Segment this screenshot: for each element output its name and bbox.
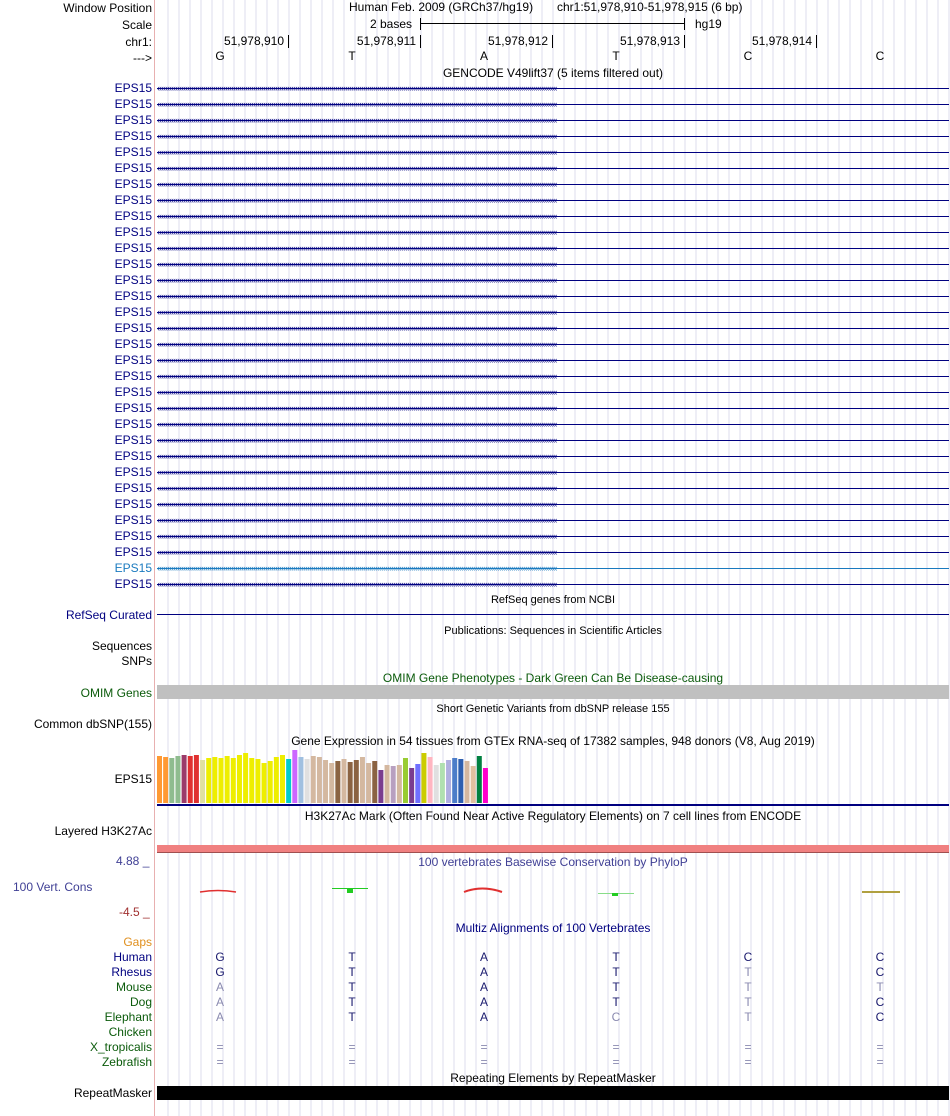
gtex-tissue-bar[interactable]	[188, 756, 193, 803]
gencode-transcript-row[interactable]	[0, 352, 950, 368]
strand-arrows: ‹‹‹‹‹‹‹‹‹‹‹‹‹‹‹‹‹‹‹‹‹‹‹‹‹‹‹‹‹‹‹‹‹‹‹‹‹‹‹‹‹‹‹‹‹‹‹‹‹‹‹‹‹‹‹‹‹‹‹‹‹‹‹‹‹‹‹‹‹‹‹‹‹‹‹‹‹‹‹‹‹‹‹‹‹‹‹‹‹‹‹‹‹‹‹‹‹‹‹‹‹‹‹‹‹‹‹‹‹‹‹‹‹‹‹‹‹‹‹‹‹‹‹‹‹‹‹‹‹‹‹‹‹‹‹‹‹‹‹‹‹‹‹‹‹‹‹‹‹‹‹‹‹‹‹‹‹‹‹‹‹‹‹‹‹‹‹‹‹‹‹‹‹‹‹‹‹‹‹‹‹‹‹‹‹‹‹‹‹‹‹‹‹‹‹‹‹‹‹‹	[157, 563, 557, 573]
aligned-base: C	[611, 1010, 621, 1024]
aligned-base: =	[876, 1055, 884, 1069]
aligned-base: T	[348, 965, 356, 979]
aligned-base: =	[876, 1040, 884, 1054]
gtex-tissue-bar[interactable]	[200, 760, 205, 803]
aligned-base: T	[348, 1010, 356, 1024]
gtex-tissue-bar[interactable]	[342, 759, 347, 803]
transcript-gene-label[interactable]: EPS15	[114, 97, 152, 111]
gtex-tissue-bar[interactable]	[471, 766, 476, 803]
aligned-base: T	[348, 980, 356, 994]
gtex-tissue-bar[interactable]	[323, 760, 328, 803]
transcript-gene-label[interactable]: EPS15	[114, 273, 152, 287]
gencode-transcript-row[interactable]	[0, 240, 950, 256]
gencode-transcript-row[interactable]	[0, 464, 950, 480]
ruler-tick-label: 51,978,910	[223, 34, 284, 48]
repeatmasker-element[interactable]	[157, 1086, 949, 1100]
gtex-tissue-bar[interactable]	[298, 757, 303, 803]
gtex-tissue-bar[interactable]	[262, 763, 267, 803]
strand-arrows: ‹‹‹‹‹‹‹‹‹‹‹‹‹‹‹‹‹‹‹‹‹‹‹‹‹‹‹‹‹‹‹‹‹‹‹‹‹‹‹‹‹‹‹‹‹‹‹‹‹‹‹‹‹‹‹‹‹‹‹‹‹‹‹‹‹‹‹‹‹‹‹‹‹‹‹‹‹‹‹‹‹‹‹‹‹‹‹‹‹‹‹‹‹‹‹‹‹‹‹‹‹‹‹‹‹‹‹‹‹‹‹‹‹‹‹‹‹‹‹‹‹‹‹‹‹‹‹‹‹‹‹‹‹‹‹‹‹‹‹‹‹‹‹‹‹‹‹‹‹‹‹‹‹‹‹‹‹‹‹‹‹‹‹‹‹‹‹‹‹‹‹‹‹‹‹‹‹‹‹‹‹‹‹‹‹‹‹‹‹‹‹‹‹‹‹‹‹‹‹‹	[157, 291, 557, 301]
transcript-gene-label[interactable]: EPS15	[114, 129, 152, 143]
gtex-tissue-bar[interactable]	[274, 757, 279, 803]
gtex-tissue-bar[interactable]	[255, 759, 260, 803]
strand-arrows: ‹‹‹‹‹‹‹‹‹‹‹‹‹‹‹‹‹‹‹‹‹‹‹‹‹‹‹‹‹‹‹‹‹‹‹‹‹‹‹‹‹‹‹‹‹‹‹‹‹‹‹‹‹‹‹‹‹‹‹‹‹‹‹‹‹‹‹‹‹‹‹‹‹‹‹‹‹‹‹‹‹‹‹‹‹‹‹‹‹‹‹‹‹‹‹‹‹‹‹‹‹‹‹‹‹‹‹‹‹‹‹‹‹‹‹‹‹‹‹‹‹‹‹‹‹‹‹‹‹‹‹‹‹‹‹‹‹‹‹‹‹‹‹‹‹‹‹‹‹‹‹‹‹‹‹‹‹‹‹‹‹‹‹‹‹‹‹‹‹‹‹‹‹‹‹‹‹‹‹‹‹‹‹‹‹‹‹‹‹‹‹‹‹‹‹‹‹‹‹‹	[157, 531, 557, 541]
strand-arrows: ‹‹‹‹‹‹‹‹‹‹‹‹‹‹‹‹‹‹‹‹‹‹‹‹‹‹‹‹‹‹‹‹‹‹‹‹‹‹‹‹‹‹‹‹‹‹‹‹‹‹‹‹‹‹‹‹‹‹‹‹‹‹‹‹‹‹‹‹‹‹‹‹‹‹‹‹‹‹‹‹‹‹‹‹‹‹‹‹‹‹‹‹‹‹‹‹‹‹‹‹‹‹‹‹‹‹‹‹‹‹‹‹‹‹‹‹‹‹‹‹‹‹‹‹‹‹‹‹‹‹‹‹‹‹‹‹‹‹‹‹‹‹‹‹‹‹‹‹‹‹‹‹‹‹‹‹‹‹‹‹‹‹‹‹‹‹‹‹‹‹‹‹‹‹‹‹‹‹‹‹‹‹‹‹‹‹‹‹‹‹‹‹‹‹‹‹‹‹‹‹	[157, 387, 557, 397]
gtex-tissue-bar[interactable]	[397, 765, 402, 803]
transcript-gene-label[interactable]: EPS15	[114, 513, 152, 527]
publications-track-title[interactable]: Publications: Sequences in Scientific Articles	[444, 625, 662, 637]
h3k27ac-track-label[interactable]: Layered H3K27Ac	[54, 824, 152, 838]
strand-arrows: ‹‹‹‹‹‹‹‹‹‹‹‹‹‹‹‹‹‹‹‹‹‹‹‹‹‹‹‹‹‹‹‹‹‹‹‹‹‹‹‹‹‹‹‹‹‹‹‹‹‹‹‹‹‹‹‹‹‹‹‹‹‹‹‹‹‹‹‹‹‹‹‹‹‹‹‹‹‹‹‹‹‹‹‹‹‹‹‹‹‹‹‹‹‹‹‹‹‹‹‹‹‹‹‹‹‹‹‹‹‹‹‹‹‹‹‹‹‹‹‹‹‹‹‹‹‹‹‹‹‹‹‹‹‹‹‹‹‹‹‹‹‹‹‹‹‹‹‹‹‹‹‹‹‹‹‹‹‹‹‹‹‹‹‹‹‹‹‹‹‹‹‹‹‹‹‹‹‹‹‹‹‹‹‹‹‹‹‹‹‹‹‹‹‹‹‹‹‹‹‹	[157, 499, 557, 509]
multiz-track-title[interactable]: Multiz Alignments of 100 Vertebrates	[455, 921, 651, 935]
species-label[interactable]: Zebrafish	[101, 1055, 152, 1069]
gencode-transcript-row[interactable]	[0, 448, 950, 464]
ruler-tick-label: 51,978,914	[751, 34, 812, 48]
gtex-tissue-bar[interactable]	[169, 758, 174, 803]
gencode-transcript-row[interactable]	[0, 112, 950, 128]
h3k27ac-track-title[interactable]: H3K27Ac Mark (Often Found Near Active Regulatory Elements) on 7 cell lines from ENCODE	[304, 809, 802, 823]
gtex-gene-label[interactable]: EPS15	[114, 772, 152, 786]
gtex-tissue-bar[interactable]	[335, 761, 340, 803]
gtex-tissue-bar[interactable]	[421, 753, 426, 803]
aligned-base: =	[348, 1040, 356, 1054]
ruler-tick-label: 51,978,913	[619, 34, 680, 48]
gencode-transcript-row[interactable]	[0, 432, 950, 448]
aligned-base: A	[215, 1010, 224, 1024]
gtex-tissue-bar[interactable]	[243, 753, 248, 803]
gtex-tissue-bar[interactable]	[465, 761, 470, 803]
gtex-tissue-bar[interactable]	[231, 758, 236, 803]
aligned-base: T	[744, 1010, 752, 1024]
gtex-tissue-bar[interactable]	[280, 755, 285, 803]
transcript-gene-label[interactable]: EPS15	[114, 561, 152, 575]
aligned-base: T	[612, 965, 620, 979]
transcript-gene-label[interactable]: EPS15	[114, 449, 152, 463]
transcript-gene-label[interactable]: EPS15	[114, 417, 152, 431]
gtex-tissue-bar[interactable]	[440, 763, 445, 803]
transcript-gene-label[interactable]: EPS15	[114, 177, 152, 191]
chrom-label: chr1:	[125, 35, 152, 49]
strand-arrows: ‹‹‹‹‹‹‹‹‹‹‹‹‹‹‹‹‹‹‹‹‹‹‹‹‹‹‹‹‹‹‹‹‹‹‹‹‹‹‹‹‹‹‹‹‹‹‹‹‹‹‹‹‹‹‹‹‹‹‹‹‹‹‹‹‹‹‹‹‹‹‹‹‹‹‹‹‹‹‹‹‹‹‹‹‹‹‹‹‹‹‹‹‹‹‹‹‹‹‹‹‹‹‹‹‹‹‹‹‹‹‹‹‹‹‹‹‹‹‹‹‹‹‹‹‹‹‹‹‹‹‹‹‹‹‹‹‹‹‹‹‹‹‹‹‹‹‹‹‹‹‹‹‹‹‹‹‹‹‹‹‹‹‹‹‹‹‹‹‹‹‹‹‹‹‹‹‹‹‹‹‹‹‹‹‹‹‹‹‹‹‹‹‹‹‹‹‹‹‹‹	[157, 131, 557, 141]
scale-value: 2 bases	[370, 17, 413, 31]
gencode-transcript-row[interactable]	[0, 128, 950, 144]
aligned-base: T	[744, 980, 752, 994]
reference-base: G	[215, 49, 225, 63]
strand-arrows: ‹‹‹‹‹‹‹‹‹‹‹‹‹‹‹‹‹‹‹‹‹‹‹‹‹‹‹‹‹‹‹‹‹‹‹‹‹‹‹‹‹‹‹‹‹‹‹‹‹‹‹‹‹‹‹‹‹‹‹‹‹‹‹‹‹‹‹‹‹‹‹‹‹‹‹‹‹‹‹‹‹‹‹‹‹‹‹‹‹‹‹‹‹‹‹‹‹‹‹‹‹‹‹‹‹‹‹‹‹‹‹‹‹‹‹‹‹‹‹‹‹‹‹‹‹‹‹‹‹‹‹‹‹‹‹‹‹‹‹‹‹‹‹‹‹‹‹‹‹‹‹‹‹‹‹‹‹‹‹‹‹‹‹‹‹‹‹‹‹‹‹‹‹‹‹‹‹‹‹‹‹‹‹‹‹‹‹‹‹‹‹‹‹‹‹‹‹‹‹‹	[157, 339, 557, 349]
phylop-track-title[interactable]: 100 vertebrates Basewise Conservation by PhyloP	[418, 855, 688, 869]
strand-arrows: ‹‹‹‹‹‹‹‹‹‹‹‹‹‹‹‹‹‹‹‹‹‹‹‹‹‹‹‹‹‹‹‹‹‹‹‹‹‹‹‹‹‹‹‹‹‹‹‹‹‹‹‹‹‹‹‹‹‹‹‹‹‹‹‹‹‹‹‹‹‹‹‹‹‹‹‹‹‹‹‹‹‹‹‹‹‹‹‹‹‹‹‹‹‹‹‹‹‹‹‹‹‹‹‹‹‹‹‹‹‹‹‹‹‹‹‹‹‹‹‹‹‹‹‹‹‹‹‹‹‹‹‹‹‹‹‹‹‹‹‹‹‹‹‹‹‹‹‹‹‹‹‹‹‹‹‹‹‹‹‹‹‹‹‹‹‹‹‹‹‹‹‹‹‹‹‹‹‹‹‹‹‹‹‹‹‹‹‹‹‹‹‹‹‹‹‹‹‹‹‹	[157, 275, 557, 285]
strand-arrows: ‹‹‹‹‹‹‹‹‹‹‹‹‹‹‹‹‹‹‹‹‹‹‹‹‹‹‹‹‹‹‹‹‹‹‹‹‹‹‹‹‹‹‹‹‹‹‹‹‹‹‹‹‹‹‹‹‹‹‹‹‹‹‹‹‹‹‹‹‹‹‹‹‹‹‹‹‹‹‹‹‹‹‹‹‹‹‹‹‹‹‹‹‹‹‹‹‹‹‹‹‹‹‹‹‹‹‹‹‹‹‹‹‹‹‹‹‹‹‹‹‹‹‹‹‹‹‹‹‹‹‹‹‹‹‹‹‹‹‹‹‹‹‹‹‹‹‹‹‹‹‹‹‹‹‹‹‹‹‹‹‹‹‹‹‹‹‹‹‹‹‹‹‹‹‹‹‹‹‹‹‹‹‹‹‹‹‹‹‹‹‹‹‹‹‹‹‹‹‹‹	[157, 147, 557, 157]
species-label[interactable]: Rhesus	[111, 965, 152, 979]
gtex-tissue-bar[interactable]	[219, 758, 224, 803]
gencode-transcript-row[interactable]	[0, 528, 950, 544]
strand-arrows: ‹‹‹‹‹‹‹‹‹‹‹‹‹‹‹‹‹‹‹‹‹‹‹‹‹‹‹‹‹‹‹‹‹‹‹‹‹‹‹‹‹‹‹‹‹‹‹‹‹‹‹‹‹‹‹‹‹‹‹‹‹‹‹‹‹‹‹‹‹‹‹‹‹‹‹‹‹‹‹‹‹‹‹‹‹‹‹‹‹‹‹‹‹‹‹‹‹‹‹‹‹‹‹‹‹‹‹‹‹‹‹‹‹‹‹‹‹‹‹‹‹‹‹‹‹‹‹‹‹‹‹‹‹‹‹‹‹‹‹‹‹‹‹‹‹‹‹‹‹‹‹‹‹‹‹‹‹‹‹‹‹‹‹‹‹‹‹‹‹‹‹‹‹‹‹‹‹‹‹‹‹‹‹‹‹‹‹‹‹‹‹‹‹‹‹‹‹‹‹‹	[157, 243, 557, 253]
strand-arrows: ‹‹‹‹‹‹‹‹‹‹‹‹‹‹‹‹‹‹‹‹‹‹‹‹‹‹‹‹‹‹‹‹‹‹‹‹‹‹‹‹‹‹‹‹‹‹‹‹‹‹‹‹‹‹‹‹‹‹‹‹‹‹‹‹‹‹‹‹‹‹‹‹‹‹‹‹‹‹‹‹‹‹‹‹‹‹‹‹‹‹‹‹‹‹‹‹‹‹‹‹‹‹‹‹‹‹‹‹‹‹‹‹‹‹‹‹‹‹‹‹‹‹‹‹‹‹‹‹‹‹‹‹‹‹‹‹‹‹‹‹‹‹‹‹‹‹‹‹‹‹‹‹‹‹‹‹‹‹‹‹‹‹‹‹‹‹‹‹‹‹‹‹‹‹‹‹‹‹‹‹‹‹‹‹‹‹‹‹‹‹‹‹‹‹‹‹‹‹‹‹	[157, 195, 557, 205]
gtex-tissue-bar[interactable]	[292, 750, 297, 803]
gencode-transcript-row[interactable]	[0, 208, 950, 224]
gtex-baseline	[157, 804, 949, 806]
repeatmasker-track-label[interactable]: RepeatMasker	[73, 1086, 152, 1100]
transcript-gene-label[interactable]: EPS15	[114, 401, 152, 415]
h3k27ac-signal[interactable]	[157, 845, 949, 852]
gencode-transcript-row[interactable]	[0, 192, 950, 208]
aligned-base: =	[480, 1055, 488, 1069]
gtex-tissue-bar[interactable]	[286, 759, 291, 803]
aligned-base: A	[479, 950, 488, 964]
reference-base: T	[348, 49, 356, 63]
gtex-tissue-bar[interactable]	[477, 756, 482, 803]
species-label[interactable]: Mouse	[115, 980, 152, 994]
gtex-tissue-bar[interactable]	[163, 757, 168, 803]
gtex-tissue-bar[interactable]	[354, 760, 359, 803]
aligned-base: T	[612, 995, 620, 1009]
transcript-gene-label[interactable]: EPS15	[114, 481, 152, 495]
strand-arrows: ‹‹‹‹‹‹‹‹‹‹‹‹‹‹‹‹‹‹‹‹‹‹‹‹‹‹‹‹‹‹‹‹‹‹‹‹‹‹‹‹‹‹‹‹‹‹‹‹‹‹‹‹‹‹‹‹‹‹‹‹‹‹‹‹‹‹‹‹‹‹‹‹‹‹‹‹‹‹‹‹‹‹‹‹‹‹‹‹‹‹‹‹‹‹‹‹‹‹‹‹‹‹‹‹‹‹‹‹‹‹‹‹‹‹‹‹‹‹‹‹‹‹‹‹‹‹‹‹‹‹‹‹‹‹‹‹‹‹‹‹‹‹‹‹‹‹‹‹‹‹‹‹‹‹‹‹‹‹‹‹‹‹‹‹‹‹‹‹‹‹‹‹‹‹‹‹‹‹‹‹‹‹‹‹‹‹‹‹‹‹‹‹‹‹‹‹‹‹‹‹	[157, 467, 557, 477]
gtex-tissue-bar[interactable]	[483, 768, 488, 803]
transcript-gene-label[interactable]: EPS15	[114, 145, 152, 159]
transcript-gene-label[interactable]: EPS15	[114, 241, 152, 255]
ruler-tick-mark	[816, 35, 817, 48]
strand-arrows: ‹‹‹‹‹‹‹‹‹‹‹‹‹‹‹‹‹‹‹‹‹‹‹‹‹‹‹‹‹‹‹‹‹‹‹‹‹‹‹‹‹‹‹‹‹‹‹‹‹‹‹‹‹‹‹‹‹‹‹‹‹‹‹‹‹‹‹‹‹‹‹‹‹‹‹‹‹‹‹‹‹‹‹‹‹‹‹‹‹‹‹‹‹‹‹‹‹‹‹‹‹‹‹‹‹‹‹‹‹‹‹‹‹‹‹‹‹‹‹‹‹‹‹‹‹‹‹‹‹‹‹‹‹‹‹‹‹‹‹‹‹‹‹‹‹‹‹‹‹‹‹‹‹‹‹‹‹‹‹‹‹‹‹‹‹‹‹‹‹‹‹‹‹‹‹‹‹‹‹‹‹‹‹‹‹‹‹‹‹‹‹‹‹‹‹‹‹‹‹‹	[157, 323, 557, 333]
gencode-transcript-row[interactable]	[0, 416, 950, 432]
strand-arrows: ‹‹‹‹‹‹‹‹‹‹‹‹‹‹‹‹‹‹‹‹‹‹‹‹‹‹‹‹‹‹‹‹‹‹‹‹‹‹‹‹‹‹‹‹‹‹‹‹‹‹‹‹‹‹‹‹‹‹‹‹‹‹‹‹‹‹‹‹‹‹‹‹‹‹‹‹‹‹‹‹‹‹‹‹‹‹‹‹‹‹‹‹‹‹‹‹‹‹‹‹‹‹‹‹‹‹‹‹‹‹‹‹‹‹‹‹‹‹‹‹‹‹‹‹‹‹‹‹‹‹‹‹‹‹‹‹‹‹‹‹‹‹‹‹‹‹‹‹‹‹‹‹‹‹‹‹‹‹‹‹‹‹‹‹‹‹‹‹‹‹‹‹‹‹‹‹‹‹‹‹‹‹‹‹‹‹‹‹‹‹‹‹‹‹‹‹‹‹‹‹	[157, 99, 557, 109]
reference-base: C	[875, 49, 885, 63]
gtex-tissue-bar[interactable]	[311, 756, 316, 803]
species-label[interactable]: X_tropicalis	[89, 1040, 152, 1054]
gtex-tissue-bar[interactable]	[194, 755, 199, 803]
reference-base: T	[612, 49, 620, 63]
gtex-bar-chart[interactable]	[156, 746, 950, 806]
aligned-base: T	[744, 965, 752, 979]
transcript-gene-label[interactable]: EPS15	[114, 353, 152, 367]
aligned-base: A	[479, 980, 488, 994]
aligned-base: G	[215, 950, 225, 964]
transcript-gene-label[interactable]: EPS15	[114, 113, 152, 127]
scale-bar	[420, 17, 685, 31]
aligned-base: =	[612, 1055, 620, 1069]
refseq-track-label[interactable]: RefSeq Curated	[65, 608, 152, 622]
strand-arrows: ‹‹‹‹‹‹‹‹‹‹‹‹‹‹‹‹‹‹‹‹‹‹‹‹‹‹‹‹‹‹‹‹‹‹‹‹‹‹‹‹‹‹‹‹‹‹‹‹‹‹‹‹‹‹‹‹‹‹‹‹‹‹‹‹‹‹‹‹‹‹‹‹‹‹‹‹‹‹‹‹‹‹‹‹‹‹‹‹‹‹‹‹‹‹‹‹‹‹‹‹‹‹‹‹‹‹‹‹‹‹‹‹‹‹‹‹‹‹‹‹‹‹‹‹‹‹‹‹‹‹‹‹‹‹‹‹‹‹‹‹‹‹‹‹‹‹‹‹‹‹‹‹‹‹‹‹‹‹‹‹‹‹‹‹‹‹‹‹‹‹‹‹‹‹‹‹‹‹‹‹‹‹‹‹‹‹‹‹‹‹‹‹‹‹‹‹‹‹‹‹	[157, 419, 557, 429]
dbsnp-track-label[interactable]: Common dbSNP(155)	[33, 717, 152, 731]
gtex-tissue-bar[interactable]	[415, 764, 420, 803]
strand-arrows: ‹‹‹‹‹‹‹‹‹‹‹‹‹‹‹‹‹‹‹‹‹‹‹‹‹‹‹‹‹‹‹‹‹‹‹‹‹‹‹‹‹‹‹‹‹‹‹‹‹‹‹‹‹‹‹‹‹‹‹‹‹‹‹‹‹‹‹‹‹‹‹‹‹‹‹‹‹‹‹‹‹‹‹‹‹‹‹‹‹‹‹‹‹‹‹‹‹‹‹‹‹‹‹‹‹‹‹‹‹‹‹‹‹‹‹‹‹‹‹‹‹‹‹‹‹‹‹‹‹‹‹‹‹‹‹‹‹‹‹‹‹‹‹‹‹‹‹‹‹‹‹‹‹‹‹‹‹‹‹‹‹‹‹‹‹‹‹‹‹‹‹‹‹‹‹‹‹‹‹‹‹‹‹‹‹‹‹‹‹‹‹‹‹‹‹‹‹‹‹‹	[157, 179, 557, 189]
gtex-tissue-bar[interactable]	[268, 761, 273, 803]
phylop-track-label[interactable]: 100 Vert. Cons	[13, 880, 93, 894]
aligned-base: A	[479, 995, 488, 1009]
gtex-tissue-bar[interactable]	[225, 756, 230, 803]
strand-arrows: ‹‹‹‹‹‹‹‹‹‹‹‹‹‹‹‹‹‹‹‹‹‹‹‹‹‹‹‹‹‹‹‹‹‹‹‹‹‹‹‹‹‹‹‹‹‹‹‹‹‹‹‹‹‹‹‹‹‹‹‹‹‹‹‹‹‹‹‹‹‹‹‹‹‹‹‹‹‹‹‹‹‹‹‹‹‹‹‹‹‹‹‹‹‹‹‹‹‹‹‹‹‹‹‹‹‹‹‹‹‹‹‹‹‹‹‹‹‹‹‹‹‹‹‹‹‹‹‹‹‹‹‹‹‹‹‹‹‹‹‹‹‹‹‹‹‹‹‹‹‹‹‹‹‹‹‹‹‹‹‹‹‹‹‹‹‹‹‹‹‹‹‹‹‹‹‹‹‹‹‹‹‹‹‹‹‹‹‹‹‹‹‹‹‹‹‹‹‹‹‹	[157, 83, 557, 93]
transcript-gene-label[interactable]: EPS15	[114, 545, 152, 559]
gtex-tissue-bar[interactable]	[452, 758, 457, 803]
gtex-tissue-bar[interactable]	[157, 756, 162, 803]
gtex-tissue-bar[interactable]	[249, 758, 254, 803]
aligned-base: A	[215, 980, 224, 994]
transcript-gene-label[interactable]: EPS15	[114, 193, 152, 207]
aligned-base: =	[348, 1055, 356, 1069]
gencode-track-title[interactable]: GENCODE V49lift37 (5 items filtered out)	[442, 66, 664, 80]
aligned-base: A	[479, 1010, 488, 1024]
gencode-transcript-row[interactable]	[0, 544, 950, 560]
window-position-label: Window Position	[63, 1, 152, 15]
transcript-gene-label[interactable]: EPS15	[114, 497, 152, 511]
transcript-gene-label[interactable]: EPS15	[114, 577, 152, 591]
strand-label: --->	[133, 51, 152, 65]
aligned-base: C	[875, 950, 885, 964]
aligned-base: C	[875, 1010, 885, 1024]
gencode-transcript-row[interactable]	[0, 144, 950, 160]
gtex-tissue-bar[interactable]	[385, 765, 390, 803]
dbsnp-track-title[interactable]: Short Genetic Variants from dbSNP release 155	[436, 703, 670, 715]
species-label[interactable]: Dog	[129, 995, 152, 1009]
species-label[interactable]: Elephant	[104, 1010, 152, 1024]
gencode-transcript-row[interactable]	[0, 496, 950, 512]
aligned-base: T	[348, 995, 356, 1009]
gtex-tissue-bar[interactable]	[212, 757, 217, 803]
transcript-gene-label[interactable]: EPS15	[114, 81, 152, 95]
gtex-tissue-bar[interactable]	[237, 755, 242, 803]
strand-arrows: ‹‹‹‹‹‹‹‹‹‹‹‹‹‹‹‹‹‹‹‹‹‹‹‹‹‹‹‹‹‹‹‹‹‹‹‹‹‹‹‹‹‹‹‹‹‹‹‹‹‹‹‹‹‹‹‹‹‹‹‹‹‹‹‹‹‹‹‹‹‹‹‹‹‹‹‹‹‹‹‹‹‹‹‹‹‹‹‹‹‹‹‹‹‹‹‹‹‹‹‹‹‹‹‹‹‹‹‹‹‹‹‹‹‹‹‹‹‹‹‹‹‹‹‹‹‹‹‹‹‹‹‹‹‹‹‹‹‹‹‹‹‹‹‹‹‹‹‹‹‹‹‹‹‹‹‹‹‹‹‹‹‹‹‹‹‹‹‹‹‹‹‹‹‹‹‹‹‹‹‹‹‹‹‹‹‹‹‹‹‹‹‹‹‹‹‹‹‹‹‹	[157, 115, 557, 125]
transcript-gene-label[interactable]: EPS15	[114, 289, 152, 303]
ruler-tick-mark	[288, 35, 289, 48]
gtex-tissue-bar[interactable]	[378, 770, 383, 803]
aligned-base: T	[348, 950, 356, 964]
gtex-tissue-bar[interactable]	[206, 758, 211, 803]
transcript-gene-label[interactable]: EPS15	[114, 529, 152, 543]
transcript-gene-label[interactable]: EPS15	[114, 385, 152, 399]
gtex-tissue-bar[interactable]	[329, 763, 334, 803]
strand-arrows: ‹‹‹‹‹‹‹‹‹‹‹‹‹‹‹‹‹‹‹‹‹‹‹‹‹‹‹‹‹‹‹‹‹‹‹‹‹‹‹‹‹‹‹‹‹‹‹‹‹‹‹‹‹‹‹‹‹‹‹‹‹‹‹‹‹‹‹‹‹‹‹‹‹‹‹‹‹‹‹‹‹‹‹‹‹‹‹‹‹‹‹‹‹‹‹‹‹‹‹‹‹‹‹‹‹‹‹‹‹‹‹‹‹‹‹‹‹‹‹‹‹‹‹‹‹‹‹‹‹‹‹‹‹‹‹‹‹‹‹‹‹‹‹‹‹‹‹‹‹‹‹‹‹‹‹‹‹‹‹‹‹‹‹‹‹‹‹‹‹‹‹‹‹‹‹‹‹‹‹‹‹‹‹‹‹‹‹‹‹‹‹‹‹‹‹‹‹‹‹‹	[157, 435, 557, 445]
strand-arrows: ‹‹‹‹‹‹‹‹‹‹‹‹‹‹‹‹‹‹‹‹‹‹‹‹‹‹‹‹‹‹‹‹‹‹‹‹‹‹‹‹‹‹‹‹‹‹‹‹‹‹‹‹‹‹‹‹‹‹‹‹‹‹‹‹‹‹‹‹‹‹‹‹‹‹‹‹‹‹‹‹‹‹‹‹‹‹‹‹‹‹‹‹‹‹‹‹‹‹‹‹‹‹‹‹‹‹‹‹‹‹‹‹‹‹‹‹‹‹‹‹‹‹‹‹‹‹‹‹‹‹‹‹‹‹‹‹‹‹‹‹‹‹‹‹‹‹‹‹‹‹‹‹‹‹‹‹‹‹‹‹‹‹‹‹‹‹‹‹‹‹‹‹‹‹‹‹‹‹‹‹‹‹‹‹‹‹‹‹‹‹‹‹‹‹‹‹‹‹‹‹	[157, 547, 557, 557]
gencode-transcript-row[interactable]	[0, 160, 950, 176]
gtex-tissue-bar[interactable]	[372, 761, 377, 803]
aligned-base: C	[743, 950, 753, 964]
gtex-tissue-bar[interactable]	[428, 757, 433, 803]
omim-gene-bar[interactable]	[157, 685, 949, 699]
transcript-gene-label[interactable]: EPS15	[114, 225, 152, 239]
gencode-transcript-row[interactable]	[0, 576, 950, 592]
repeatmasker-track-title[interactable]: Repeating Elements by RepeatMasker	[450, 1071, 656, 1085]
gencode-transcript-row[interactable]	[0, 80, 950, 96]
gtex-tissue-bar[interactable]	[360, 757, 365, 803]
species-label[interactable]: Chicken	[108, 1025, 152, 1039]
phylop-signal[interactable]	[156, 880, 950, 900]
gtex-tissue-bar[interactable]	[348, 762, 353, 803]
scale-label: Scale	[121, 18, 152, 32]
publications-snps-label[interactable]: SNPs	[121, 654, 152, 668]
gencode-transcript-row[interactable]	[0, 384, 950, 400]
gencode-transcript-row[interactable]	[0, 256, 950, 272]
gtex-tissue-bar[interactable]	[446, 760, 451, 803]
transcript-gene-label[interactable]: EPS15	[114, 209, 152, 223]
aligned-base: C	[875, 995, 885, 1009]
refseq-track-title[interactable]: RefSeq genes from NCBI	[490, 594, 616, 606]
gtex-tissue-bar[interactable]	[182, 755, 187, 803]
transcript-gene-label[interactable]: EPS15	[114, 161, 152, 175]
strand-arrows: ‹‹‹‹‹‹‹‹‹‹‹‹‹‹‹‹‹‹‹‹‹‹‹‹‹‹‹‹‹‹‹‹‹‹‹‹‹‹‹‹‹‹‹‹‹‹‹‹‹‹‹‹‹‹‹‹‹‹‹‹‹‹‹‹‹‹‹‹‹‹‹‹‹‹‹‹‹‹‹‹‹‹‹‹‹‹‹‹‹‹‹‹‹‹‹‹‹‹‹‹‹‹‹‹‹‹‹‹‹‹‹‹‹‹‹‹‹‹‹‹‹‹‹‹‹‹‹‹‹‹‹‹‹‹‹‹‹‹‹‹‹‹‹‹‹‹‹‹‹‹‹‹‹‹‹‹‹‹‹‹‹‹‹‹‹‹‹‹‹‹‹‹‹‹‹‹‹‹‹‹‹‹‹‹‹‹‹‹‹‹‹‹‹‹‹‹‹‹‹‹	[157, 227, 557, 237]
publications-sequences-label[interactable]: Sequences	[91, 639, 152, 653]
phylop-max-label: 4.88 _	[116, 854, 150, 868]
reference-base: A	[479, 49, 488, 63]
transcript-gene-label[interactable]: EPS15	[114, 433, 152, 447]
gencode-transcript-row[interactable]	[0, 176, 950, 192]
gencode-transcript-row[interactable]	[0, 320, 950, 336]
ruler-tick-mark	[552, 35, 553, 48]
strand-arrows: ‹‹‹‹‹‹‹‹‹‹‹‹‹‹‹‹‹‹‹‹‹‹‹‹‹‹‹‹‹‹‹‹‹‹‹‹‹‹‹‹‹‹‹‹‹‹‹‹‹‹‹‹‹‹‹‹‹‹‹‹‹‹‹‹‹‹‹‹‹‹‹‹‹‹‹‹‹‹‹‹‹‹‹‹‹‹‹‹‹‹‹‹‹‹‹‹‹‹‹‹‹‹‹‹‹‹‹‹‹‹‹‹‹‹‹‹‹‹‹‹‹‹‹‹‹‹‹‹‹‹‹‹‹‹‹‹‹‹‹‹‹‹‹‹‹‹‹‹‹‹‹‹‹‹‹‹‹‹‹‹‹‹‹‹‹‹‹‹‹‹‹‹‹‹‹‹‹‹‹‹‹‹‹‹‹‹‹‹‹‹‹‹‹‹‹‹‹‹‹‹	[157, 355, 557, 365]
aligned-base: T	[612, 980, 620, 994]
ruler-tick-mark	[684, 35, 685, 48]
refseq-gene-line[interactable]	[157, 614, 949, 615]
species-label[interactable]: Human	[113, 950, 152, 964]
aligned-base: T	[876, 980, 884, 994]
gtex-tissue-bar[interactable]	[391, 766, 396, 803]
aligned-base: =	[612, 1040, 620, 1054]
strand-arrows: ‹‹‹‹‹‹‹‹‹‹‹‹‹‹‹‹‹‹‹‹‹‹‹‹‹‹‹‹‹‹‹‹‹‹‹‹‹‹‹‹‹‹‹‹‹‹‹‹‹‹‹‹‹‹‹‹‹‹‹‹‹‹‹‹‹‹‹‹‹‹‹‹‹‹‹‹‹‹‹‹‹‹‹‹‹‹‹‹‹‹‹‹‹‹‹‹‹‹‹‹‹‹‹‹‹‹‹‹‹‹‹‹‹‹‹‹‹‹‹‹‹‹‹‹‹‹‹‹‹‹‹‹‹‹‹‹‹‹‹‹‹‹‹‹‹‹‹‹‹‹‹‹‹‹‹‹‹‹‹‹‹‹‹‹‹‹‹‹‹‹‹‹‹‹‹‹‹‹‹‹‹‹‹‹‹‹‹‹‹‹‹‹‹‹‹‹‹‹‹‹	[157, 483, 557, 493]
gencode-transcript-row[interactable]	[0, 560, 950, 576]
assembly-title: Human Feb. 2009 (GRCh37/hg19)	[349, 0, 534, 14]
aligned-base: T	[612, 950, 620, 964]
aligned-base: C	[875, 965, 885, 979]
strand-arrows: ‹‹‹‹‹‹‹‹‹‹‹‹‹‹‹‹‹‹‹‹‹‹‹‹‹‹‹‹‹‹‹‹‹‹‹‹‹‹‹‹‹‹‹‹‹‹‹‹‹‹‹‹‹‹‹‹‹‹‹‹‹‹‹‹‹‹‹‹‹‹‹‹‹‹‹‹‹‹‹‹‹‹‹‹‹‹‹‹‹‹‹‹‹‹‹‹‹‹‹‹‹‹‹‹‹‹‹‹‹‹‹‹‹‹‹‹‹‹‹‹‹‹‹‹‹‹‹‹‹‹‹‹‹‹‹‹‹‹‹‹‹‹‹‹‹‹‹‹‹‹‹‹‹‹‹‹‹‹‹‹‹‹‹‹‹‹‹‹‹‹‹‹‹‹‹‹‹‹‹‹‹‹‹‹‹‹‹‹‹‹‹‹‹‹‹‹‹‹‹‹	[157, 259, 557, 269]
aligned-base: =	[480, 1040, 488, 1054]
ruler-tick-label: 51,978,911	[356, 34, 416, 48]
gencode-transcript-row[interactable]	[0, 480, 950, 496]
gencode-transcript-row[interactable]	[0, 368, 950, 384]
gtex-tissue-bar[interactable]	[305, 759, 310, 803]
gencode-transcript-row[interactable]	[0, 96, 950, 112]
aligned-base: =	[744, 1055, 752, 1069]
gtex-tissue-bar[interactable]	[403, 758, 408, 803]
gencode-transcript-row[interactable]	[0, 272, 950, 288]
strand-arrows: ‹‹‹‹‹‹‹‹‹‹‹‹‹‹‹‹‹‹‹‹‹‹‹‹‹‹‹‹‹‹‹‹‹‹‹‹‹‹‹‹‹‹‹‹‹‹‹‹‹‹‹‹‹‹‹‹‹‹‹‹‹‹‹‹‹‹‹‹‹‹‹‹‹‹‹‹‹‹‹‹‹‹‹‹‹‹‹‹‹‹‹‹‹‹‹‹‹‹‹‹‹‹‹‹‹‹‹‹‹‹‹‹‹‹‹‹‹‹‹‹‹‹‹‹‹‹‹‹‹‹‹‹‹‹‹‹‹‹‹‹‹‹‹‹‹‹‹‹‹‹‹‹‹‹‹‹‹‹‹‹‹‹‹‹‹‹‹‹‹‹‹‹‹‹‹‹‹‹‹‹‹‹‹‹‹‹‹‹‹‹‹‹‹‹‹‹‹‹‹‹	[157, 163, 557, 173]
gtex-tissue-bar[interactable]	[458, 759, 463, 803]
omim-track-title[interactable]: OMIM Gene Phenotypes - Dark Green Can Be Disease-causing	[382, 671, 724, 685]
transcript-gene-label[interactable]: EPS15	[114, 257, 152, 271]
ruler-tick-label: 51,978,912	[487, 34, 548, 48]
strand-arrows: ‹‹‹‹‹‹‹‹‹‹‹‹‹‹‹‹‹‹‹‹‹‹‹‹‹‹‹‹‹‹‹‹‹‹‹‹‹‹‹‹‹‹‹‹‹‹‹‹‹‹‹‹‹‹‹‹‹‹‹‹‹‹‹‹‹‹‹‹‹‹‹‹‹‹‹‹‹‹‹‹‹‹‹‹‹‹‹‹‹‹‹‹‹‹‹‹‹‹‹‹‹‹‹‹‹‹‹‹‹‹‹‹‹‹‹‹‹‹‹‹‹‹‹‹‹‹‹‹‹‹‹‹‹‹‹‹‹‹‹‹‹‹‹‹‹‹‹‹‹‹‹‹‹‹‹‹‹‹‹‹‹‹‹‹‹‹‹‹‹‹‹‹‹‹‹‹‹‹‹‹‹‹‹‹‹‹‹‹‹‹‹‹‹‹‹‹‹‹‹‹	[157, 211, 557, 221]
strand-arrows: ‹‹‹‹‹‹‹‹‹‹‹‹‹‹‹‹‹‹‹‹‹‹‹‹‹‹‹‹‹‹‹‹‹‹‹‹‹‹‹‹‹‹‹‹‹‹‹‹‹‹‹‹‹‹‹‹‹‹‹‹‹‹‹‹‹‹‹‹‹‹‹‹‹‹‹‹‹‹‹‹‹‹‹‹‹‹‹‹‹‹‹‹‹‹‹‹‹‹‹‹‹‹‹‹‹‹‹‹‹‹‹‹‹‹‹‹‹‹‹‹‹‹‹‹‹‹‹‹‹‹‹‹‹‹‹‹‹‹‹‹‹‹‹‹‹‹‹‹‹‹‹‹‹‹‹‹‹‹‹‹‹‹‹‹‹‹‹‹‹‹‹‹‹‹‹‹‹‹‹‹‹‹‹‹‹‹‹‹‹‹‹‹‹‹‹‹‹‹‹‹	[157, 307, 557, 317]
strand-arrows: ‹‹‹‹‹‹‹‹‹‹‹‹‹‹‹‹‹‹‹‹‹‹‹‹‹‹‹‹‹‹‹‹‹‹‹‹‹‹‹‹‹‹‹‹‹‹‹‹‹‹‹‹‹‹‹‹‹‹‹‹‹‹‹‹‹‹‹‹‹‹‹‹‹‹‹‹‹‹‹‹‹‹‹‹‹‹‹‹‹‹‹‹‹‹‹‹‹‹‹‹‹‹‹‹‹‹‹‹‹‹‹‹‹‹‹‹‹‹‹‹‹‹‹‹‹‹‹‹‹‹‹‹‹‹‹‹‹‹‹‹‹‹‹‹‹‹‹‹‹‹‹‹‹‹‹‹‹‹‹‹‹‹‹‹‹‹‹‹‹‹‹‹‹‹‹‹‹‹‹‹‹‹‹‹‹‹‹‹‹‹‹‹‹‹‹‹‹‹‹‹	[157, 403, 557, 413]
aligned-base: =	[216, 1040, 224, 1054]
transcript-gene-label[interactable]: EPS15	[114, 305, 152, 319]
gtex-tissue-bar[interactable]	[317, 757, 322, 803]
aligned-base: A	[215, 995, 224, 1009]
multiz-gaps-label: Gaps	[123, 935, 152, 949]
omim-track-label[interactable]: OMIM Genes	[80, 686, 152, 700]
strand-arrows: ‹‹‹‹‹‹‹‹‹‹‹‹‹‹‹‹‹‹‹‹‹‹‹‹‹‹‹‹‹‹‹‹‹‹‹‹‹‹‹‹‹‹‹‹‹‹‹‹‹‹‹‹‹‹‹‹‹‹‹‹‹‹‹‹‹‹‹‹‹‹‹‹‹‹‹‹‹‹‹‹‹‹‹‹‹‹‹‹‹‹‹‹‹‹‹‹‹‹‹‹‹‹‹‹‹‹‹‹‹‹‹‹‹‹‹‹‹‹‹‹‹‹‹‹‹‹‹‹‹‹‹‹‹‹‹‹‹‹‹‹‹‹‹‹‹‹‹‹‹‹‹‹‹‹‹‹‹‹‹‹‹‹‹‹‹‹‹‹‹‹‹‹‹‹‹‹‹‹‹‹‹‹‹‹‹‹‹‹‹‹‹‹‹‹‹‹‹‹‹‹	[157, 371, 557, 381]
transcript-gene-label[interactable]: EPS15	[114, 337, 152, 351]
gencode-transcript-row[interactable]	[0, 288, 950, 304]
gtex-tissue-bar[interactable]	[175, 756, 180, 803]
transcript-gene-label[interactable]: EPS15	[114, 465, 152, 479]
strand-arrows: ‹‹‹‹‹‹‹‹‹‹‹‹‹‹‹‹‹‹‹‹‹‹‹‹‹‹‹‹‹‹‹‹‹‹‹‹‹‹‹‹‹‹‹‹‹‹‹‹‹‹‹‹‹‹‹‹‹‹‹‹‹‹‹‹‹‹‹‹‹‹‹‹‹‹‹‹‹‹‹‹‹‹‹‹‹‹‹‹‹‹‹‹‹‹‹‹‹‹‹‹‹‹‹‹‹‹‹‹‹‹‹‹‹‹‹‹‹‹‹‹‹‹‹‹‹‹‹‹‹‹‹‹‹‹‹‹‹‹‹‹‹‹‹‹‹‹‹‹‹‹‹‹‹‹‹‹‹‹‹‹‹‹‹‹‹‹‹‹‹‹‹‹‹‹‹‹‹‹‹‹‹‹‹‹‹‹‹‹‹‹‹‹‹‹‹‹‹‹‹‹	[157, 579, 557, 589]
aligned-base: =	[744, 1040, 752, 1054]
strand-arrows: ‹‹‹‹‹‹‹‹‹‹‹‹‹‹‹‹‹‹‹‹‹‹‹‹‹‹‹‹‹‹‹‹‹‹‹‹‹‹‹‹‹‹‹‹‹‹‹‹‹‹‹‹‹‹‹‹‹‹‹‹‹‹‹‹‹‹‹‹‹‹‹‹‹‹‹‹‹‹‹‹‹‹‹‹‹‹‹‹‹‹‹‹‹‹‹‹‹‹‹‹‹‹‹‹‹‹‹‹‹‹‹‹‹‹‹‹‹‹‹‹‹‹‹‹‹‹‹‹‹‹‹‹‹‹‹‹‹‹‹‹‹‹‹‹‹‹‹‹‹‹‹‹‹‹‹‹‹‹‹‹‹‹‹‹‹‹‹‹‹‹‹‹‹‹‹‹‹‹‹‹‹‹‹‹‹‹‹‹‹‹‹‹‹‹‹‹‹‹‹‹	[157, 515, 557, 525]
aligned-base: A	[479, 965, 488, 979]
transcript-gene-label[interactable]: EPS15	[114, 321, 152, 335]
position-text: chr1:51,978,910-51,978,915 (6 bp)	[557, 0, 743, 14]
gtex-tissue-bar[interactable]	[366, 763, 371, 803]
ruler-tick-mark	[420, 35, 421, 48]
gtex-tissue-bar[interactable]	[434, 765, 439, 803]
gencode-transcript-row[interactable]	[0, 336, 950, 352]
aligned-base: G	[215, 965, 225, 979]
reference-base: C	[743, 49, 753, 63]
strand-arrows: ‹‹‹‹‹‹‹‹‹‹‹‹‹‹‹‹‹‹‹‹‹‹‹‹‹‹‹‹‹‹‹‹‹‹‹‹‹‹‹‹‹‹‹‹‹‹‹‹‹‹‹‹‹‹‹‹‹‹‹‹‹‹‹‹‹‹‹‹‹‹‹‹‹‹‹‹‹‹‹‹‹‹‹‹‹‹‹‹‹‹‹‹‹‹‹‹‹‹‹‹‹‹‹‹‹‹‹‹‹‹‹‹‹‹‹‹‹‹‹‹‹‹‹‹‹‹‹‹‹‹‹‹‹‹‹‹‹‹‹‹‹‹‹‹‹‹‹‹‹‹‹‹‹‹‹‹‹‹‹‹‹‹‹‹‹‹‹‹‹‹‹‹‹‹‹‹‹‹‹‹‹‹‹‹‹‹‹‹‹‹‹‹‹‹‹‹‹‹‹‹	[157, 451, 557, 461]
gencode-transcript-row[interactable]	[0, 512, 950, 528]
h3k27ac-baseline	[157, 852, 949, 853]
gtex-tissue-bar[interactable]	[409, 768, 414, 803]
gencode-transcript-row[interactable]	[0, 400, 950, 416]
transcript-gene-label[interactable]: EPS15	[114, 369, 152, 383]
aligned-base: =	[216, 1055, 224, 1069]
gtex-track-title[interactable]: Gene Expression in 54 tissues from GTEx RNA-seq of 17382 samples, 948 donors (V8, Aug 2019)	[291, 734, 815, 748]
scale-db: hg19	[695, 17, 722, 31]
aligned-base: T	[744, 995, 752, 1009]
phylop-min-label: -4.5 _	[119, 905, 150, 919]
gencode-transcript-row[interactable]	[0, 304, 950, 320]
gencode-transcript-row[interactable]	[0, 224, 950, 240]
